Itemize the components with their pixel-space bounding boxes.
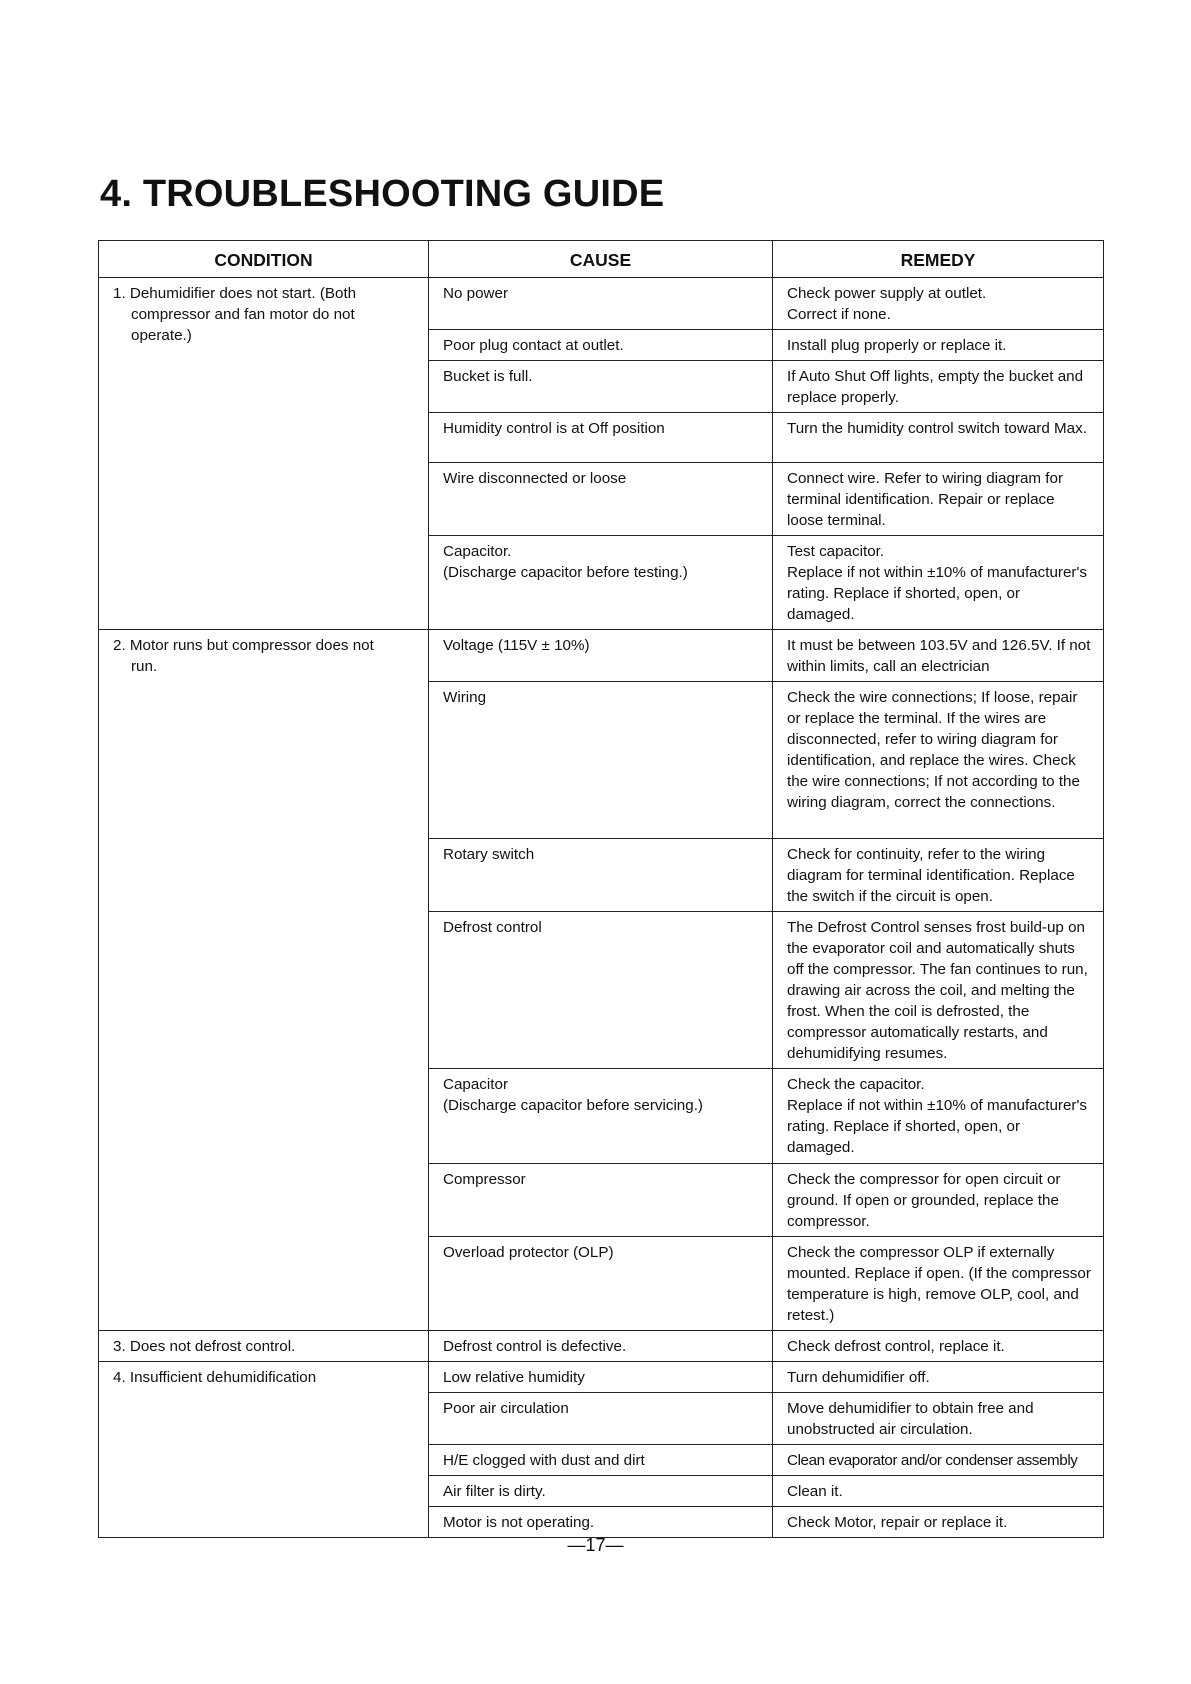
cause-cell: Rotary switch bbox=[429, 839, 773, 912]
remedy-cell: Check power supply at outlet. Correct if none. bbox=[773, 278, 1104, 330]
cause-cell: Poor air circulation bbox=[429, 1393, 773, 1445]
remedy-cell: Check for continuity, refer to the wiring diagram for terminal identification. Replace the switch if the circuit is open. bbox=[773, 839, 1104, 912]
remedy-cell: Check the compressor OLP if externally mounted. Replace if open. (If the compressor temperature is high, remove OLP, cool, and retest.) bbox=[773, 1237, 1104, 1331]
troubleshooting-table bbox=[98, 240, 1104, 1538]
cause-cell: Wiring bbox=[429, 682, 773, 839]
condition-text: 2. Motor runs but compressor does not run. bbox=[113, 637, 374, 675]
condition-text: 1. Dehumidifier does not start. (Both compressor and fan motor do not operate.) bbox=[113, 285, 357, 344]
page-title: 4. TROUBLESHOOTING GUIDE bbox=[100, 173, 665, 215]
cause-cell: Defrost control is defective. bbox=[429, 1331, 773, 1362]
remedy-cell: Check the compressor for open circuit or ground. If open or grounded, replace the compressor. bbox=[773, 1164, 1104, 1237]
cause-cell: Voltage (115V ± 10%) bbox=[429, 630, 773, 682]
cause-cell: Air filter is dirty. bbox=[429, 1476, 773, 1507]
remedy-cell: Move dehumidifier to obtain free and unobstructed air circulation. bbox=[773, 1393, 1104, 1445]
cause-cell: Wire disconnected or loose bbox=[429, 463, 773, 536]
cause-cell: Compressor bbox=[429, 1164, 773, 1237]
condition-cell bbox=[99, 278, 429, 630]
cause-cell: Overload protector (OLP) bbox=[429, 1237, 773, 1331]
page-number: —17— bbox=[567, 1535, 624, 1555]
remedy-cell: Clean evaporator and/or condenser assembly bbox=[773, 1445, 1104, 1476]
remedy-cell: If Auto Shut Off lights, empty the bucket and replace properly. bbox=[773, 361, 1104, 413]
remedy-cell: Turn the humidity control switch toward Max. bbox=[773, 413, 1104, 463]
header-cause: CAUSE bbox=[429, 241, 773, 278]
table-row bbox=[99, 630, 1104, 682]
remedy-cell: Check the capacitor. Replace if not within ±10% of manufacturer's rating. Replace if shorted, open, or damaged. bbox=[773, 1069, 1104, 1164]
condition-cell bbox=[99, 1331, 429, 1362]
remedy-cell: It must be between 103.5V and 126.5V. If not within limits, call an electrician bbox=[773, 630, 1104, 682]
cause-cell: Motor is not operating. bbox=[429, 1507, 773, 1538]
cause-cell: Low relative humidity bbox=[429, 1362, 773, 1393]
table-row bbox=[99, 278, 1104, 330]
condition-cell bbox=[99, 1362, 429, 1538]
table-header-row bbox=[99, 241, 1104, 278]
condition-cell bbox=[99, 630, 429, 1331]
table-row bbox=[99, 1362, 1104, 1393]
header-condition: CONDITION bbox=[99, 241, 429, 278]
condition-text: 3. Does not defrost control. bbox=[113, 1338, 296, 1355]
cause-cell: Poor plug contact at outlet. bbox=[429, 330, 773, 361]
cause-cell: Bucket is full. bbox=[429, 361, 773, 413]
cause-cell: Capacitor. (Discharge capacitor before testing.) bbox=[429, 536, 773, 630]
remedy-cell: The Defrost Control senses frost build-up on the evaporator coil and automatically shuts off the compressor. The fan continues to run, drawing air across the coil, and melting the frost. When the coil is defrosted, the compressor automatically restarts, and dehumidifying resumes. bbox=[773, 912, 1104, 1069]
remedy-cell: Install plug properly or replace it. bbox=[773, 330, 1104, 361]
header-remedy: REMEDY bbox=[773, 241, 1104, 278]
remedy-cell: Check Motor, repair or replace it. bbox=[773, 1507, 1104, 1538]
table-row bbox=[99, 1331, 1104, 1362]
remedy-cell: Connect wire. Refer to wiring diagram for terminal identification. Repair or replace loose terminal. bbox=[773, 463, 1104, 536]
remedy-cell: Turn dehumidifier off. bbox=[773, 1362, 1104, 1393]
condition-text: 4. Insufficient dehumidification bbox=[113, 1369, 317, 1386]
cause-cell: Capacitor (Discharge capacitor before servicing.) bbox=[429, 1069, 773, 1164]
cause-cell: H/E clogged with dust and dirt bbox=[429, 1445, 773, 1476]
cause-cell: No power bbox=[429, 278, 773, 330]
cause-cell: Humidity control is at Off position bbox=[429, 413, 773, 463]
remedy-cell: Clean it. bbox=[773, 1476, 1104, 1507]
remedy-cell: Check defrost control, replace it. bbox=[773, 1331, 1104, 1362]
remedy-cell: Test capacitor. Replace if not within ±10% of manufacturer's rating. Replace if shorted, open, or damaged. bbox=[773, 536, 1104, 630]
cause-cell: Defrost control bbox=[429, 912, 773, 1069]
remedy-cell: Check the wire connections; If loose, repair or replace the terminal. If the wires are disconnected, refer to wiring diagram for identification, and replace the wires. Check the wire connections; If not according to the wiring diagram, correct the connections. bbox=[773, 682, 1104, 839]
